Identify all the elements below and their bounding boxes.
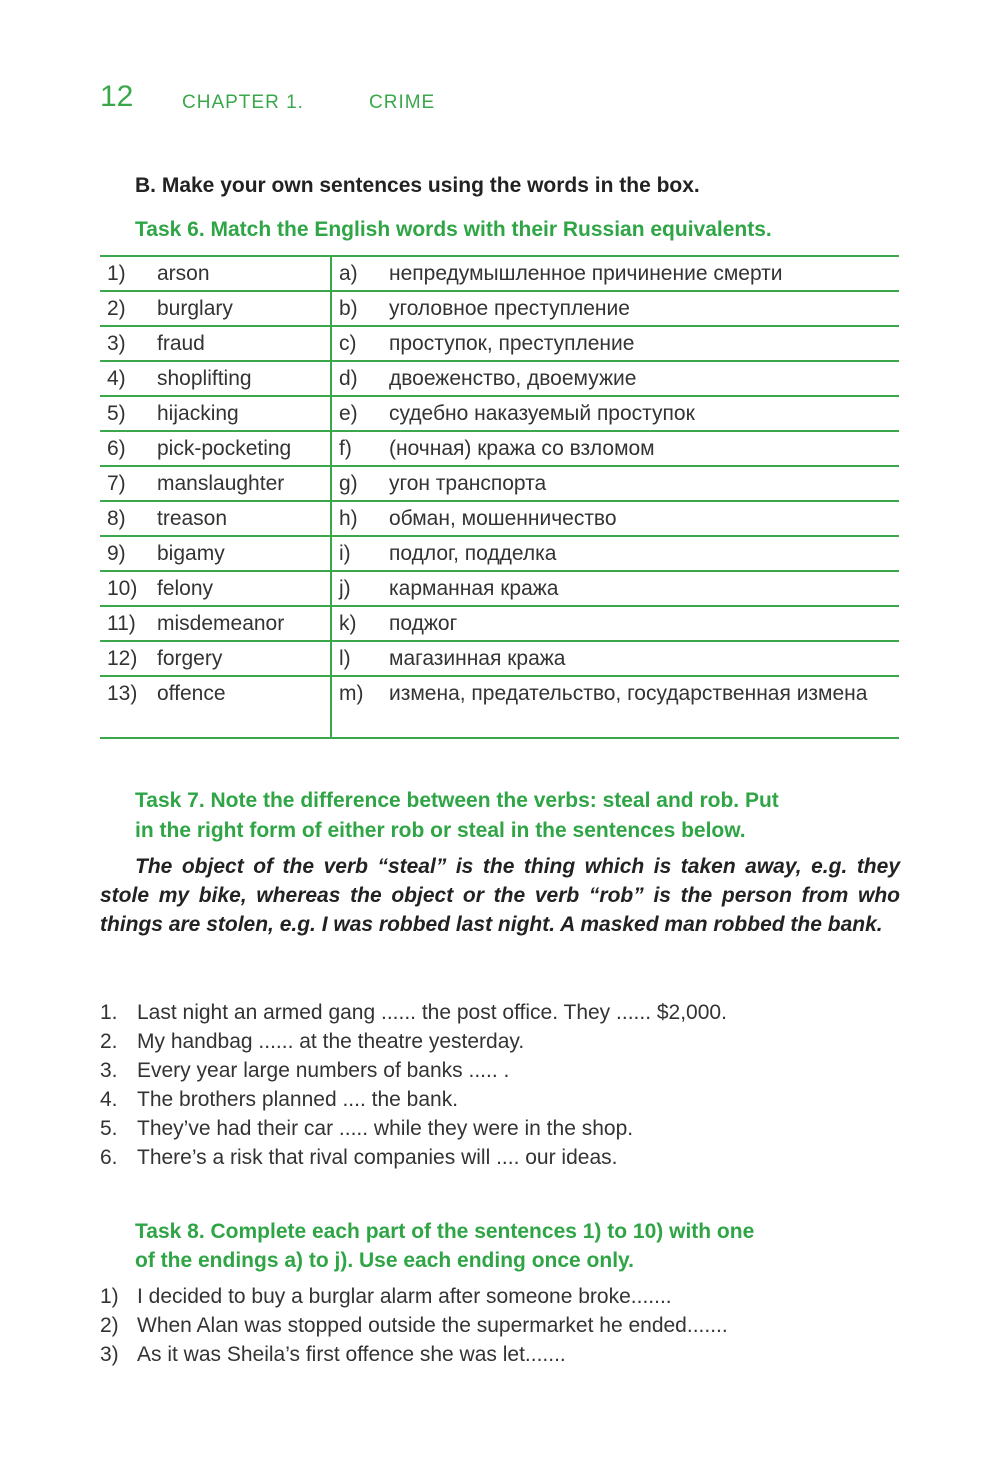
english-term: pick-pocketing xyxy=(157,437,292,460)
russian-term: двоеженство, двоемужие xyxy=(389,367,637,390)
list-item xyxy=(100,1311,728,1340)
english-term: arson xyxy=(157,262,210,285)
row-number: 13) xyxy=(107,682,138,705)
russian-term: непредумышленное причинение смерти xyxy=(389,262,783,285)
task7-sentence-list xyxy=(100,998,727,1172)
table-row xyxy=(100,571,899,606)
row-letter: l) xyxy=(339,647,351,670)
table-row xyxy=(100,361,899,396)
row-number: 3) xyxy=(107,332,126,355)
row-number: 7) xyxy=(107,472,126,495)
list-item xyxy=(100,1114,727,1143)
russian-equivalent-cell xyxy=(331,641,899,676)
english-term: fraud xyxy=(157,332,205,355)
row-letter: e) xyxy=(339,402,358,425)
english-term: shoplifting xyxy=(157,367,252,390)
table-row xyxy=(100,606,899,641)
row-number: 1) xyxy=(107,262,126,285)
row-number: 11) xyxy=(107,612,136,635)
russian-term: поджог xyxy=(389,612,458,635)
russian-equivalent-cell xyxy=(331,606,899,641)
row-number: 8) xyxy=(107,507,126,530)
row-number: 10) xyxy=(107,577,138,600)
english-term: manslaughter xyxy=(157,472,285,495)
russian-equivalent-cell xyxy=(331,431,899,466)
table-row xyxy=(100,641,899,676)
english-term-cell xyxy=(100,466,331,501)
english-term: felony xyxy=(157,577,214,600)
table-row xyxy=(100,676,899,738)
english-term-cell xyxy=(100,676,331,738)
english-term: offence xyxy=(157,682,226,705)
russian-term: подлог, подделка xyxy=(389,542,557,565)
task7-heading-line1: Task 7. Note the difference between the verbs: steal and rob. Put xyxy=(135,789,779,812)
russian-equivalent-cell xyxy=(331,466,899,501)
row-letter: m) xyxy=(339,682,364,705)
row-letter: a) xyxy=(339,262,358,285)
row-letter: d) xyxy=(339,367,358,390)
russian-equivalent-cell xyxy=(331,396,899,431)
table-row xyxy=(100,431,899,466)
table-row xyxy=(100,256,899,291)
russian-equivalent-cell xyxy=(331,501,899,536)
english-term-cell xyxy=(100,396,331,431)
table-row xyxy=(100,466,899,501)
english-term-cell xyxy=(100,431,331,466)
russian-term: проступок, преступление xyxy=(389,332,635,355)
english-term-cell xyxy=(100,536,331,571)
english-term: forgery xyxy=(157,647,223,670)
row-number: 9) xyxy=(107,542,126,565)
row-letter: g) xyxy=(339,472,358,495)
item-number: 2. xyxy=(100,1030,118,1053)
list-item xyxy=(100,1027,727,1056)
table-row xyxy=(100,501,899,536)
list-item xyxy=(100,1143,727,1172)
russian-term: судебно наказуемый проступок xyxy=(389,402,695,425)
list-item xyxy=(100,1056,727,1085)
item-number: 1. xyxy=(100,1001,118,1024)
chapter-title: CRIME xyxy=(369,92,436,113)
task8-sentence-list xyxy=(100,1282,728,1369)
item-text: Every year large numbers of banks ..... . xyxy=(137,1059,510,1082)
english-term: misdemeanor xyxy=(157,612,285,635)
list-item xyxy=(100,998,727,1027)
task7-explanation xyxy=(100,852,900,939)
russian-term: (ночная) кража со взломом xyxy=(389,437,655,460)
row-number: 4) xyxy=(107,367,126,390)
row-letter: f) xyxy=(339,437,352,460)
english-term: bigamy xyxy=(157,542,225,565)
item-text: Last night an armed gang ...... the post office. They ...... $2,000. xyxy=(137,1001,727,1024)
table-row xyxy=(100,396,899,431)
row-letter: b) xyxy=(339,297,358,320)
row-letter: h) xyxy=(339,507,358,530)
chapter-label: CHAPTER 1. xyxy=(182,92,304,113)
matching-table xyxy=(100,255,899,739)
task8-heading-line2: of the endings a) to j). Use each ending once only. xyxy=(135,1249,634,1272)
row-letter: j) xyxy=(339,577,351,600)
row-number: 6) xyxy=(107,437,126,460)
table-row xyxy=(100,536,899,571)
english-term-cell xyxy=(100,571,331,606)
item-number: 5. xyxy=(100,1117,118,1140)
list-item xyxy=(100,1282,728,1311)
item-number: 2) xyxy=(100,1314,119,1337)
item-text: My handbag ...... at the theatre yesterday. xyxy=(137,1030,525,1053)
english-term-cell xyxy=(100,291,331,326)
table-row xyxy=(100,291,899,326)
item-text: The brothers planned .... the bank. xyxy=(137,1088,459,1111)
russian-equivalent-cell xyxy=(331,536,899,571)
row-letter: k) xyxy=(339,612,357,635)
english-term-cell xyxy=(100,641,331,676)
item-text: I decided to buy a burglar alarm after someone broke....... xyxy=(137,1285,672,1308)
page-header xyxy=(100,80,900,120)
table-row xyxy=(100,326,899,361)
section-b-heading: B. Make your own sentences using the words in the box. xyxy=(135,174,700,197)
english-term-cell xyxy=(100,256,331,291)
item-text: They’ve had their car ..... while they were in the shop. xyxy=(137,1117,634,1140)
row-letter: c) xyxy=(339,332,357,355)
english-term-cell xyxy=(100,361,331,396)
russian-equivalent-cell xyxy=(331,676,899,738)
english-term-cell xyxy=(100,501,331,536)
list-item xyxy=(100,1085,727,1114)
page-number: 12 xyxy=(100,80,134,113)
russian-equivalent-cell xyxy=(331,571,899,606)
item-number: 6. xyxy=(100,1146,118,1169)
russian-term: уголовное преступление xyxy=(389,297,630,320)
item-number: 4. xyxy=(100,1088,118,1111)
task6-heading: Task 6. Match the English words with their Russian equivalents. xyxy=(135,218,772,241)
russian-equivalent-cell xyxy=(331,291,899,326)
item-number: 3. xyxy=(100,1059,118,1082)
russian-term: магазинная кража xyxy=(389,647,566,670)
row-number: 12) xyxy=(107,647,138,670)
russian-equivalent-cell xyxy=(331,361,899,396)
task8-heading-line1: Task 8. Complete each part of the sentences 1) to 10) with one xyxy=(135,1220,755,1243)
russian-term: измена, предательство, государственная измена xyxy=(389,682,868,705)
english-term: burglary xyxy=(157,297,233,320)
item-number: 1) xyxy=(100,1285,119,1308)
russian-equivalent-cell xyxy=(331,256,899,291)
russian-term: карманная кража xyxy=(389,577,559,600)
item-text: As it was Sheila’s first offence she was let....... xyxy=(137,1343,566,1366)
item-number: 3) xyxy=(100,1343,119,1366)
row-number: 2) xyxy=(107,297,126,320)
row-letter: i) xyxy=(339,542,351,565)
russian-term: обман, мошенничество xyxy=(389,507,617,530)
list-item xyxy=(100,1340,728,1369)
row-number: 5) xyxy=(107,402,126,425)
item-text: When Alan was stopped outside the supermarket he ended....... xyxy=(137,1314,728,1337)
english-term-cell xyxy=(100,326,331,361)
english-term: treason xyxy=(157,507,228,530)
russian-term: угон транспорта xyxy=(389,472,547,495)
explanation-text: The object of the verb “steal” is the thing which is taken away, e.g. they stole my bike, whereas the object or the verb “rob” is the person from who things are stolen, e.g. I was robbed last night. A masked man robbed the bank. xyxy=(100,855,900,936)
task7-heading-line2: in the right form of either rob or steal in the sentences below. xyxy=(135,819,746,842)
item-text: There’s a risk that rival companies will .... our ideas. xyxy=(137,1146,618,1169)
english-term: hijacking xyxy=(157,402,239,425)
russian-equivalent-cell xyxy=(331,326,899,361)
english-term-cell xyxy=(100,606,331,641)
